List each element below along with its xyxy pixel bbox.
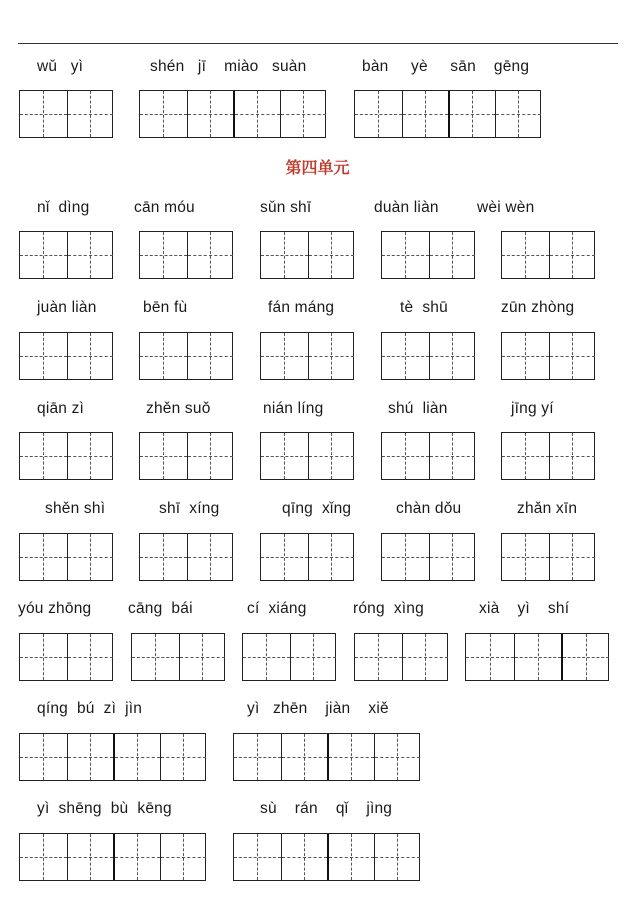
pinyin-prompt: wǔ yì (37, 58, 84, 75)
writing-cell[interactable] (281, 834, 328, 880)
writing-cell[interactable] (502, 433, 549, 479)
writing-cell[interactable] (308, 534, 355, 580)
character-writing-grid (19, 90, 113, 138)
character-writing-grid (501, 332, 595, 380)
writing-cell[interactable] (140, 232, 187, 278)
writing-cell[interactable] (20, 834, 67, 880)
writing-cell[interactable] (308, 433, 355, 479)
writing-cell[interactable] (67, 91, 114, 137)
pinyin-prompt: wèi wèn (477, 199, 535, 216)
character-writing-grid (131, 633, 225, 681)
pinyin-prompt: zhěn suǒ (146, 400, 211, 417)
character-writing-grid (233, 833, 420, 881)
character-writing-grid (260, 432, 354, 480)
writing-cell[interactable] (20, 91, 67, 137)
character-writing-grid (381, 533, 475, 581)
writing-cell[interactable] (355, 634, 402, 680)
character-writing-grid (381, 332, 475, 380)
pinyin-prompt: bàn yè sān gēng (362, 58, 530, 75)
pinyin-prompt: nǐ dìng (37, 199, 90, 216)
character-writing-grid (381, 231, 475, 279)
character-writing-grid (139, 231, 233, 279)
pinyin-prompt: chàn dǒu (396, 500, 462, 517)
writing-cell[interactable] (113, 734, 160, 780)
pinyin-prompt: duàn liàn (374, 199, 439, 216)
writing-cell[interactable] (234, 734, 281, 780)
writing-cell[interactable] (140, 333, 187, 379)
writing-cell[interactable] (429, 534, 476, 580)
pinyin-prompt: shěn shì (45, 500, 106, 517)
character-writing-grid (242, 633, 336, 681)
pinyin-prompt: zūn zhòng (501, 299, 575, 316)
writing-cell[interactable] (429, 433, 476, 479)
writing-cell[interactable] (280, 91, 327, 137)
character-writing-grid (19, 432, 113, 480)
character-writing-grid (260, 231, 354, 279)
writing-cell[interactable] (187, 232, 234, 278)
pinyin-prompt: sù rán qǐ jìng (260, 800, 393, 817)
writing-cell[interactable] (549, 433, 596, 479)
character-writing-grid (19, 231, 113, 279)
pinyin-prompt: róng xìng (353, 600, 424, 617)
pinyin-prompt: qīng xǐng (282, 500, 352, 517)
writing-cell[interactable] (382, 333, 429, 379)
writing-cell[interactable] (187, 433, 234, 479)
writing-cell[interactable] (281, 734, 328, 780)
writing-cell[interactable] (448, 91, 495, 137)
pinyin-prompt: juàn liàn (37, 299, 97, 316)
writing-cell[interactable] (290, 634, 337, 680)
pinyin-prompt: qiān zì (37, 400, 85, 417)
writing-cell[interactable] (234, 834, 281, 880)
writing-cell[interactable] (502, 333, 549, 379)
character-writing-grid (354, 633, 448, 681)
character-writing-grid (354, 90, 541, 138)
writing-cell[interactable] (67, 734, 114, 780)
writing-cell[interactable] (502, 534, 549, 580)
writing-cell[interactable] (67, 634, 114, 680)
writing-cell[interactable] (495, 91, 542, 137)
writing-cell[interactable] (20, 634, 67, 680)
writing-cell[interactable] (67, 333, 114, 379)
writing-cell[interactable] (20, 734, 67, 780)
character-writing-grid (381, 432, 475, 480)
writing-cell[interactable] (233, 91, 280, 137)
writing-cell[interactable] (187, 534, 234, 580)
writing-cell[interactable] (382, 433, 429, 479)
character-writing-grid (465, 633, 609, 681)
character-writing-grid (19, 733, 206, 781)
character-writing-grid (139, 332, 233, 380)
pinyin-prompt: fán máng (268, 299, 335, 316)
writing-cell[interactable] (382, 232, 429, 278)
pinyin-prompt: yóu zhōng (18, 600, 92, 617)
pinyin-prompt: cān móu (134, 199, 195, 216)
writing-cell[interactable] (179, 634, 226, 680)
pinyin-prompt: shén jī miào suàn (150, 58, 307, 75)
unit-title: 第四单元 (285, 160, 350, 177)
pinyin-prompt: cí xiáng (247, 600, 307, 617)
writing-cell[interactable] (20, 333, 67, 379)
writing-cell[interactable] (140, 534, 187, 580)
pinyin-prompt: zhǎn xīn (517, 500, 578, 517)
writing-cell[interactable] (243, 634, 290, 680)
writing-cell[interactable] (402, 634, 449, 680)
pinyin-prompt: sǔn shī (260, 199, 312, 216)
writing-cell[interactable] (132, 634, 179, 680)
pinyin-prompt: shī xíng (159, 500, 220, 517)
character-writing-grid (19, 833, 206, 881)
writing-cell[interactable] (429, 333, 476, 379)
character-writing-grid (260, 533, 354, 581)
writing-cell[interactable] (382, 534, 429, 580)
writing-cell[interactable] (327, 834, 374, 880)
writing-cell[interactable] (466, 634, 514, 680)
writing-cell[interactable] (402, 91, 449, 137)
character-writing-grid (139, 90, 326, 138)
writing-cell[interactable] (308, 232, 355, 278)
writing-cell[interactable] (374, 734, 421, 780)
character-writing-grid (260, 332, 354, 380)
writing-cell[interactable] (549, 534, 596, 580)
character-writing-grid (19, 533, 113, 581)
pinyin-prompt: yì shēng bù kēng (37, 800, 172, 817)
pinyin-prompt: xià yì shí (479, 600, 570, 617)
writing-cell[interactable] (308, 333, 355, 379)
character-writing-grid (19, 332, 113, 380)
character-writing-grid (139, 533, 233, 581)
writing-cell[interactable] (261, 333, 308, 379)
writing-cell[interactable] (67, 834, 114, 880)
writing-cell[interactable] (140, 433, 187, 479)
writing-cell[interactable] (429, 232, 476, 278)
pinyin-prompt: cāng bái (128, 600, 193, 617)
writing-cell[interactable] (113, 834, 160, 880)
writing-cell[interactable] (261, 433, 308, 479)
writing-cell[interactable] (140, 91, 187, 137)
writing-cell[interactable] (261, 232, 308, 278)
pinyin-prompt: shú liàn (388, 400, 448, 417)
character-writing-grid (139, 432, 233, 480)
character-writing-grid (501, 533, 595, 581)
writing-cell[interactable] (20, 433, 67, 479)
character-writing-grid (501, 432, 595, 480)
writing-cell[interactable] (67, 534, 114, 580)
writing-cell[interactable] (514, 634, 562, 680)
pinyin-prompt: nián líng (263, 400, 324, 417)
writing-cell[interactable] (374, 834, 421, 880)
top-divider (18, 43, 618, 44)
writing-cell[interactable] (67, 433, 114, 479)
writing-cell[interactable] (20, 232, 67, 278)
character-writing-grid (501, 231, 595, 279)
writing-cell[interactable] (160, 734, 207, 780)
character-writing-grid (233, 733, 420, 781)
writing-cell[interactable] (355, 91, 402, 137)
character-writing-grid (19, 633, 113, 681)
writing-cell[interactable] (327, 734, 374, 780)
pinyin-prompt: yì zhēn jiàn xiě (247, 700, 389, 717)
writing-cell[interactable] (67, 232, 114, 278)
writing-cell[interactable] (549, 232, 596, 278)
writing-cell[interactable] (502, 232, 549, 278)
writing-cell[interactable] (187, 333, 234, 379)
writing-cell[interactable] (20, 534, 67, 580)
pinyin-prompt: jīng yí (511, 400, 554, 417)
pinyin-prompt: qíng bú zì jìn (37, 700, 143, 717)
writing-cell[interactable] (561, 634, 609, 680)
writing-cell[interactable] (261, 534, 308, 580)
writing-cell[interactable] (549, 333, 596, 379)
writing-cell[interactable] (160, 834, 207, 880)
writing-cell[interactable] (187, 91, 234, 137)
pinyin-prompt: tè shū (400, 299, 448, 316)
pinyin-prompt: bēn fù (143, 299, 188, 316)
